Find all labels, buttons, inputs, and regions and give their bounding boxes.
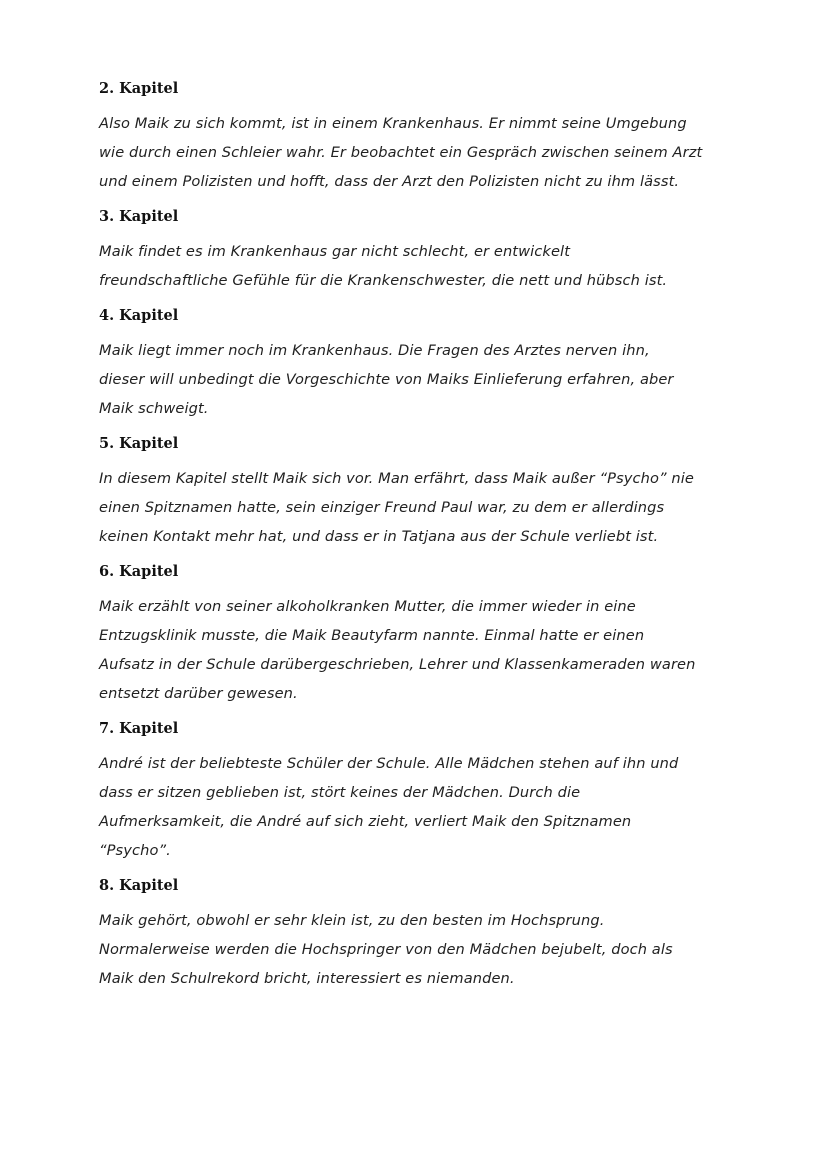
chapter-text: [99, 336, 759, 423]
text-line: freundschaftliche Gefühle für die Krankenschwester, die nett und hübsch ist.: [99, 272, 668, 289]
chapter-heading: 4. Kapitel: [99, 307, 179, 324]
chapter-heading: 6. Kapitel: [99, 563, 179, 580]
text-line: und einem Polizisten und hofft, dass der Arzt den Polizisten nicht zu ihm lässt.: [99, 173, 680, 190]
text-line: Maik den Schulrekord bricht, interessiert es niemanden.: [99, 970, 515, 987]
chapter-4: [99, 305, 759, 423]
text-line: In diesem Kapitel stellt Maik sich vor. Man erfährt, dass Maik außer “Psycho” nie: [99, 470, 695, 487]
chapter-text: [99, 109, 759, 196]
text-line: Aufsatz in der Schule darübergeschrieben, Lehrer und Klassenkameraden waren: [99, 656, 696, 673]
text-line: Maik findet es im Krankenhaus gar nicht schlecht, er entwickelt: [99, 243, 571, 260]
text-line: Entzugsklinik musste, die Maik Beautyfarm nannte. Einmal hatte er einen: [99, 627, 645, 644]
text-line: Normalerweise werden die Hochspringer von den Mädchen bejubelt, doch als: [99, 941, 673, 958]
text-line: Maik schweigt.: [99, 400, 209, 417]
text-line: Maik gehört, obwohl er sehr klein ist, zu den besten im Hochsprung.: [99, 912, 605, 929]
chapter-3: [99, 206, 759, 295]
text-line: keinen Kontakt mehr hat, und dass er in Tatjana aus der Schule verliebt ist.: [99, 528, 659, 545]
chapter-heading: 7. Kapitel: [99, 720, 179, 737]
text-line: wie durch einen Schleier wahr. Er beobachtet ein Gespräch zwischen seinem Arzt: [99, 144, 703, 161]
text-line: einen Spitznamen hatte, sein einziger Freund Paul war, zu dem er allerdings: [99, 499, 665, 516]
text-line: entsetzt darüber gewesen.: [99, 685, 298, 702]
chapter-2: [99, 78, 759, 196]
chapter-7: [99, 718, 759, 865]
chapter-heading: 8. Kapitel: [99, 877, 179, 894]
chapter-text: [99, 749, 759, 865]
text-line: Aufmerksamkeit, die André auf sich zieht, verliert Maik den Spitznamen: [99, 813, 632, 830]
text-line: André ist der beliebteste Schüler der Schule. Alle Mädchen stehen auf ihn und: [99, 755, 679, 772]
chapter-text: [99, 906, 759, 993]
document-page: [99, 78, 759, 1003]
text-line: Maik erzählt von seiner alkoholkranken Mutter, die immer wieder in eine: [99, 598, 636, 615]
chapter-heading: 5. Kapitel: [99, 435, 179, 452]
chapter-text: [99, 237, 759, 295]
text-line: dass er sitzen geblieben ist, stört keines der Mädchen. Durch die: [99, 784, 581, 801]
chapter-text: [99, 464, 759, 551]
chapter-6: [99, 561, 759, 708]
chapter-5: [99, 433, 759, 551]
chapter-heading: 3. Kapitel: [99, 208, 179, 225]
chapter-8: [99, 875, 759, 993]
text-line: Also Maik zu sich kommt, ist in einem Krankenhaus. Er nimmt seine Umgebung: [99, 115, 687, 132]
chapter-heading: 2. Kapitel: [99, 80, 179, 97]
chapter-text: [99, 592, 759, 708]
text-line: “Psycho”.: [99, 842, 171, 859]
text-line: dieser will unbedingt die Vorgeschichte von Maiks Einlieferung erfahren, aber: [99, 371, 674, 388]
text-line: Maik liegt immer noch im Krankenhaus. Die Fragen des Arztes nerven ihn,: [99, 342, 650, 359]
